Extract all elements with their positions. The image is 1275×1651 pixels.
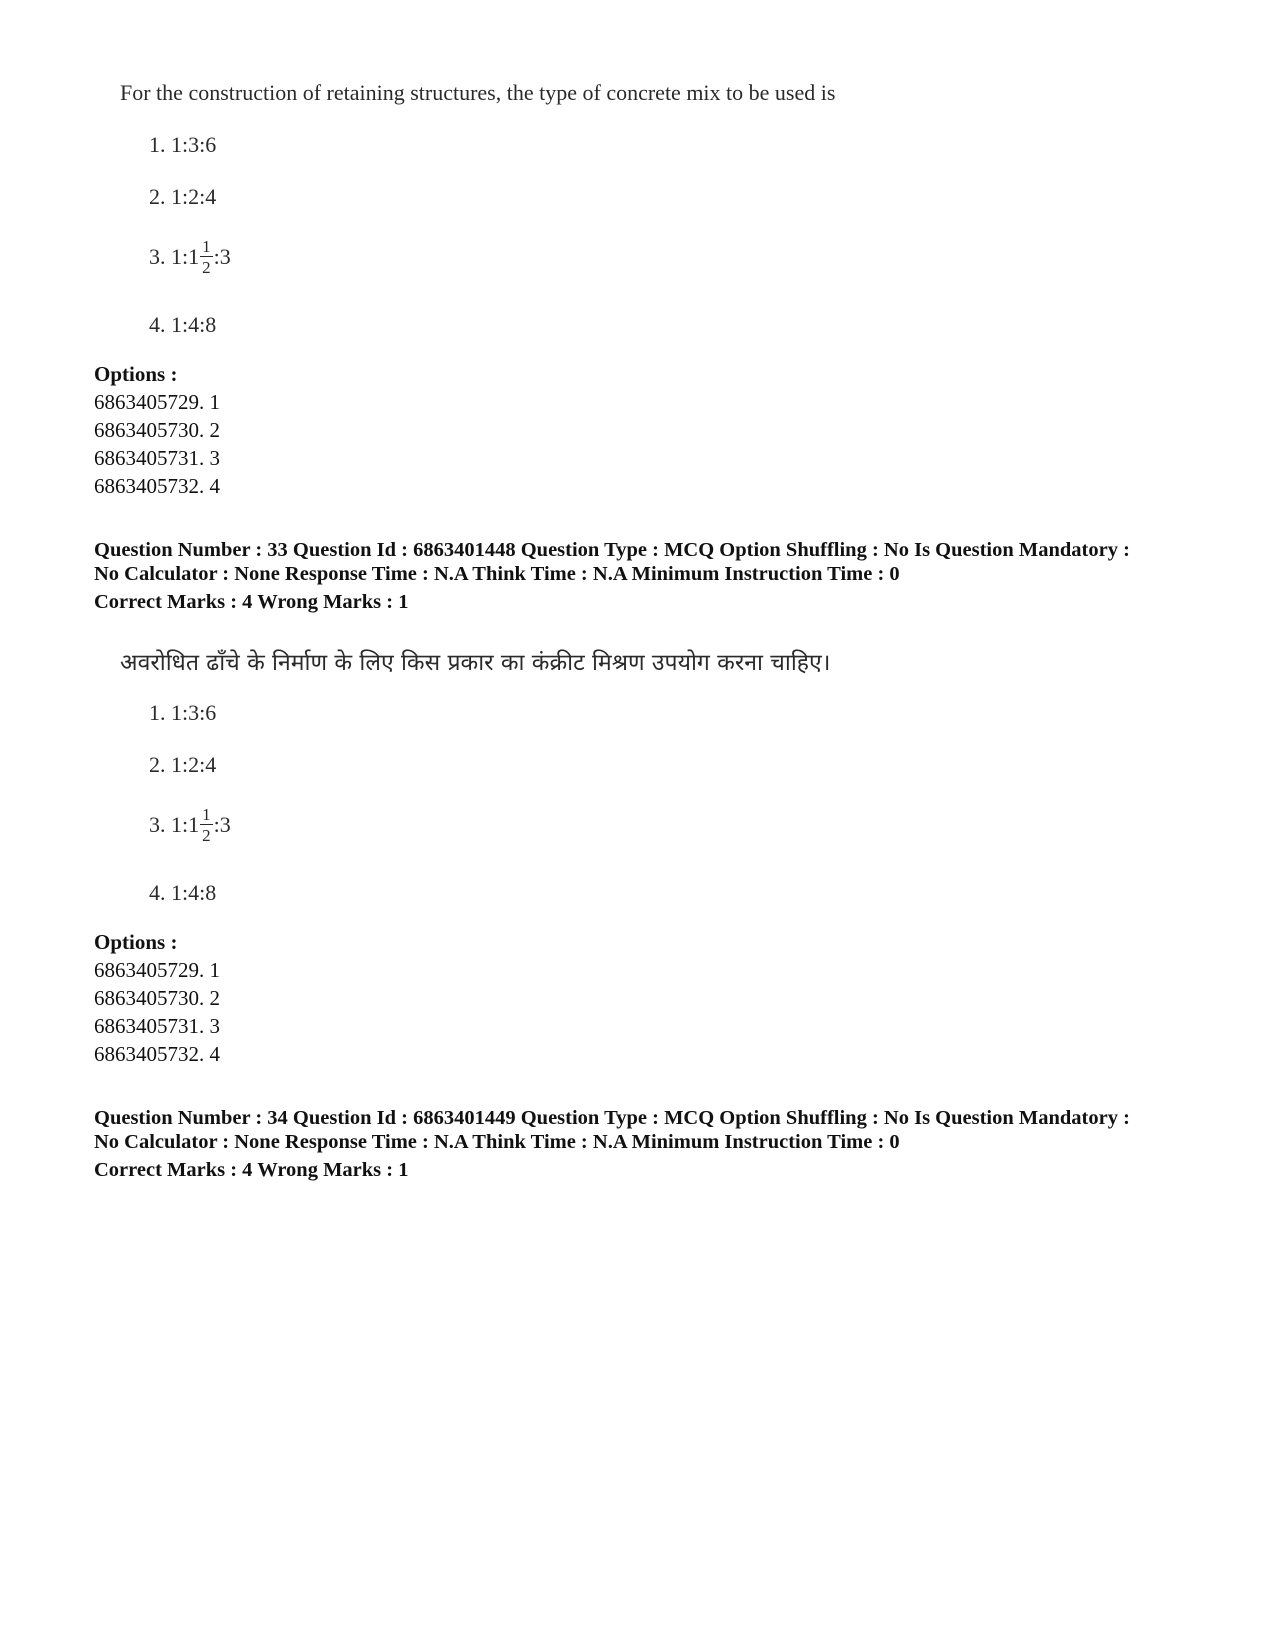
- choice-3-prefix: 3. 1:1: [149, 812, 200, 838]
- option-line: 6863405729. 1: [94, 390, 220, 414]
- choice-3: [149, 237, 231, 278]
- fraction-denominator: 2: [202, 258, 211, 277]
- fraction-numerator: 1: [202, 237, 211, 256]
- option-line: 6863405732. 4: [94, 474, 220, 498]
- option-line: 6863405731. 3: [94, 1014, 220, 1038]
- choice-4: 4. 1:4:8: [149, 312, 217, 337]
- fraction-numerator: 1: [202, 805, 211, 824]
- fraction: [200, 806, 213, 844]
- question-stem-hindi: अवरोधित ढाँचे के निर्माण के लिए किस प्रकार का कंक्रीट मिश्रण उपयोग करना चाहिए।: [120, 650, 831, 676]
- option-line: 6863405732. 4: [94, 1042, 220, 1066]
- choice-3-suffix: :3: [213, 244, 231, 270]
- option-line: 6863405730. 2: [94, 418, 220, 442]
- marks-line: Correct Marks : 4 Wrong Marks : 1: [94, 591, 409, 613]
- options-title: Options :: [94, 362, 178, 386]
- option-line: 6863405730. 2: [94, 986, 220, 1010]
- choice-1: 1. 1:3:6: [149, 132, 217, 157]
- choice-2: 2. 1:2:4: [149, 752, 217, 777]
- fraction: [200, 238, 213, 276]
- choice-4: 4. 1:4:8: [149, 880, 217, 905]
- question-meta-line: No Calculator : None Response Time : N.A Think Time : N.A Minimum Instruction Time : 0: [94, 1131, 900, 1153]
- fraction-denominator: 2: [202, 826, 211, 845]
- choice-3-suffix: :3: [213, 812, 231, 838]
- question-meta-line: Question Number : 33 Question Id : 6863401448 Question Type : MCQ Option Shuffling : No Is Question Mandatory :: [94, 539, 1130, 561]
- choice-1: 1. 1:3:6: [149, 700, 217, 725]
- choice-3: [149, 805, 231, 846]
- option-line: 6863405731. 3: [94, 446, 220, 470]
- options-title: Options :: [94, 930, 178, 954]
- choice-2: 2. 1:2:4: [149, 184, 217, 209]
- question-stem-english: For the construction of retaining structures, the type of concrete mix to be used is: [120, 80, 836, 105]
- choice-3-prefix: 3. 1:1: [149, 244, 200, 270]
- question-meta-line: No Calculator : None Response Time : N.A Think Time : N.A Minimum Instruction Time : 0: [94, 563, 900, 585]
- option-line: 6863405729. 1: [94, 958, 220, 982]
- question-meta-line: Question Number : 34 Question Id : 6863401449 Question Type : MCQ Option Shuffling : No Is Question Mandatory :: [94, 1107, 1130, 1129]
- marks-line: Correct Marks : 4 Wrong Marks : 1: [94, 1159, 409, 1181]
